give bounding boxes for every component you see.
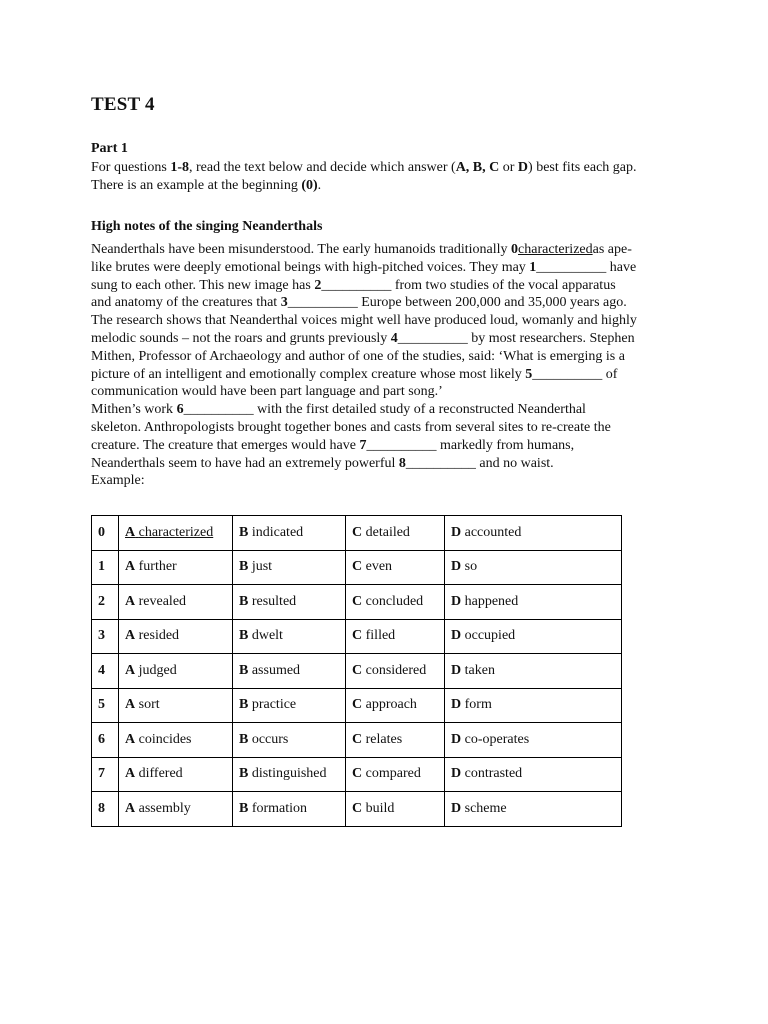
passage-line: sung to each other. This new image has 2__________ from two studies of the vocal apparatus: [91, 277, 616, 293]
option-letter: A: [125, 559, 136, 575]
option-letter: C: [352, 731, 363, 747]
passage-line: Neanderthals seem to have had an extremely powerful 8__________ and no waist.: [91, 455, 554, 471]
option-c: [346, 723, 445, 758]
option-letter: B: [239, 559, 249, 575]
option-a: [119, 619, 233, 654]
gap-number: 4: [390, 330, 398, 346]
option-d: [445, 688, 622, 723]
option-letter: C: [352, 766, 363, 782]
passage-line: The research shows that Neanderthal voices might well have produced loud, womanly and highly: [91, 313, 637, 329]
gap-number: 2: [314, 277, 322, 293]
option-word: occurs: [251, 731, 289, 747]
question-number: 5: [92, 688, 119, 723]
option-a: [119, 792, 233, 827]
passage-line: and anatomy of the creatures that 3__________ Europe between 200,000 and 35,000 years ago.: [91, 295, 627, 311]
option-word: dwelt: [251, 628, 283, 644]
option-d: [445, 516, 622, 551]
option-letter: B: [239, 731, 249, 747]
option-b: [233, 688, 346, 723]
question-number: 1: [92, 550, 119, 585]
instructions-text: .: [317, 178, 322, 193]
gap-number: 0: [511, 242, 519, 257]
passage-line: Mithen, Professor of Archaeology and author of one of the studies, said: ‘What is emerging is a: [91, 348, 625, 364]
instructions-text: ) best fits each gap.: [528, 160, 637, 175]
passage-line: picture of an intelligent and emotionally complex creature whose most likely 5__________ of: [91, 366, 618, 382]
option-row: [92, 688, 622, 723]
option-letter: C: [352, 559, 363, 575]
option-letter: A: [125, 662, 136, 678]
option-letter: A: [125, 524, 136, 540]
part-title: Part 1: [91, 141, 128, 156]
gap-blank: __________ Europe between 200,000 and 35,000 years ago.: [287, 295, 627, 311]
option-c: [346, 792, 445, 827]
example-label: Example:: [91, 473, 145, 489]
instructions-example-ref: (0): [301, 178, 318, 193]
question-number: 7: [92, 757, 119, 792]
option-c: [346, 550, 445, 585]
option-word: differed: [138, 766, 183, 782]
passage-line: communication would have been part language and part song.’: [91, 384, 443, 400]
option-letter: C: [352, 593, 363, 609]
option-word: practice: [251, 697, 297, 713]
option-c: [346, 654, 445, 689]
instructions-range: 1-8: [170, 160, 190, 175]
option-letter: D: [451, 559, 462, 575]
option-letter: D: [451, 628, 462, 644]
option-letter: D: [451, 662, 462, 678]
option-letter: C: [352, 524, 363, 540]
option-row: [92, 792, 622, 827]
gap-number: 1: [529, 259, 537, 275]
passage-line: Neanderthals have been misunderstood. The early humanoids traditionally 0characterizedas ape-: [91, 242, 632, 257]
option-word: indicated: [251, 524, 304, 540]
option-row: [92, 757, 622, 792]
option-word: just: [251, 559, 273, 575]
option-row: [92, 723, 622, 758]
test-title: TEST 4: [91, 94, 155, 115]
instructions-text: or: [499, 160, 518, 175]
option-d: [445, 619, 622, 654]
passage-title: High notes of the singing Neanderthals: [91, 219, 323, 234]
option-c: [346, 688, 445, 723]
instructions-text: For questions: [91, 160, 171, 175]
example-answer: characterized: [518, 242, 593, 257]
option-word: so: [464, 559, 478, 575]
passage-line: creature. The creature that emerges would have 7__________ markedly from humans,: [91, 437, 575, 453]
option-letter: A: [125, 800, 136, 816]
gap-number: 7: [359, 437, 367, 453]
question-number: 3: [92, 619, 119, 654]
option-b: [233, 654, 346, 689]
option-c: [346, 619, 445, 654]
option-letter: D: [451, 524, 462, 540]
option-letter: B: [239, 662, 249, 678]
option-d: [445, 585, 622, 620]
option-row: [92, 654, 622, 689]
option-letter: B: [239, 524, 249, 540]
option-b: [233, 792, 346, 827]
option-word: coincides: [138, 731, 192, 747]
option-a: [119, 550, 233, 585]
option-row: [92, 550, 622, 585]
option-letter: A: [125, 628, 136, 644]
option-letter: D: [451, 800, 462, 816]
option-row: [92, 619, 622, 654]
question-number: 4: [92, 654, 119, 689]
option-c: [346, 516, 445, 551]
question-number: 2: [92, 585, 119, 620]
option-letter: C: [352, 697, 363, 713]
gap-blank: __________ markedly from humans,: [366, 437, 575, 453]
option-b: [233, 757, 346, 792]
passage-line: like brutes were deeply emotional beings with high-pitched voices. They may 1__________ have: [91, 259, 637, 275]
option-row: [92, 585, 622, 620]
option-word: formation: [251, 800, 308, 816]
option-word: occupied: [464, 628, 516, 644]
option-letter: A: [125, 697, 136, 713]
option-d: [445, 723, 622, 758]
passage: [91, 241, 681, 490]
option-letter: B: [239, 697, 249, 713]
option-letter: B: [239, 800, 249, 816]
option-letter: A: [125, 593, 136, 609]
option-d: [445, 550, 622, 585]
option-letter: B: [239, 628, 249, 644]
option-b: [233, 723, 346, 758]
option-a: [119, 723, 233, 758]
options-table: [91, 515, 622, 827]
question-number: 6: [92, 723, 119, 758]
option-word: judged: [138, 662, 177, 678]
gap-blank: __________ and no waist.: [405, 455, 554, 471]
option-d: [445, 792, 622, 827]
option-word: characterized: [138, 524, 214, 540]
option-letter: C: [352, 662, 363, 678]
option-letter: B: [239, 766, 249, 782]
option-word: considered: [365, 662, 427, 678]
option-word: detailed: [365, 524, 410, 540]
gap-blank: __________ of: [532, 366, 618, 382]
option-word: scheme: [464, 800, 507, 816]
instructions-letters: A, B, C: [455, 160, 500, 175]
option-word: distinguished: [251, 766, 327, 782]
gap-number: 6: [176, 402, 184, 418]
gap-blank: __________ by most researchers. Stephen: [397, 330, 635, 346]
option-b: [233, 550, 346, 585]
option-word: filled: [365, 628, 396, 644]
gap-blank: __________ have: [536, 259, 637, 275]
option-letter: C: [352, 628, 363, 644]
option-row: [92, 516, 622, 551]
instructions-letter-d: D: [517, 160, 529, 175]
instructions-text: , read the text below and decide which answer (: [189, 160, 456, 175]
option-word: assumed: [251, 662, 301, 678]
option-b: [233, 516, 346, 551]
option-word: happened: [464, 593, 519, 609]
option-letter: B: [239, 593, 249, 609]
gap-blank: __________ with the first detailed study of a reconstructed Neanderthal: [183, 402, 586, 418]
option-a: [119, 585, 233, 620]
option-word: contrasted: [464, 766, 523, 782]
gap-number: 3: [280, 295, 288, 311]
option-word: concluded: [365, 593, 424, 609]
gap-blank: __________ from two studies of the vocal apparatus: [321, 277, 616, 293]
question-number: 0: [92, 516, 119, 551]
option-word: build: [365, 800, 395, 816]
option-word: resulted: [251, 593, 297, 609]
option-a: [119, 688, 233, 723]
instructions: [91, 159, 691, 195]
option-letter: D: [451, 697, 462, 713]
gap-number: 5: [525, 366, 533, 382]
question-number: 8: [92, 792, 119, 827]
option-d: [445, 757, 622, 792]
option-d: [445, 654, 622, 689]
option-letter: D: [451, 731, 462, 747]
option-word: assembly: [138, 800, 191, 816]
option-letter: C: [352, 800, 363, 816]
option-word: form: [464, 697, 492, 713]
passage-line: melodic sounds – not the roars and grunts previously 4__________ by most researchers. Stephen: [91, 330, 635, 346]
option-word: further: [138, 559, 177, 575]
option-word: sort: [138, 697, 160, 713]
option-c: [346, 585, 445, 620]
option-a: [119, 757, 233, 792]
option-a: [119, 516, 233, 551]
option-word: revealed: [138, 593, 187, 609]
option-word: relates: [365, 731, 403, 747]
option-letter: D: [451, 593, 462, 609]
option-letter: A: [125, 731, 136, 747]
option-c: [346, 757, 445, 792]
option-word: taken: [464, 662, 495, 678]
option-b: [233, 619, 346, 654]
option-word: resided: [138, 628, 180, 644]
passage-line: Mithen’s work 6__________ with the first detailed study of a reconstructed Neanderthal: [91, 402, 586, 418]
option-word: compared: [365, 766, 421, 782]
option-letter: D: [451, 766, 462, 782]
option-word: co-operates: [464, 731, 530, 747]
option-word: approach: [365, 697, 417, 713]
passage-line: skeleton. Anthropologists brought together bones and casts from several sites to re-create the: [91, 419, 611, 435]
option-word: accounted: [464, 524, 522, 540]
instructions-text: There is an example at the beginning: [91, 178, 302, 193]
option-letter: A: [125, 766, 136, 782]
option-a: [119, 654, 233, 689]
gap-number: 8: [398, 455, 406, 471]
option-word: even: [365, 559, 393, 575]
option-b: [233, 585, 346, 620]
